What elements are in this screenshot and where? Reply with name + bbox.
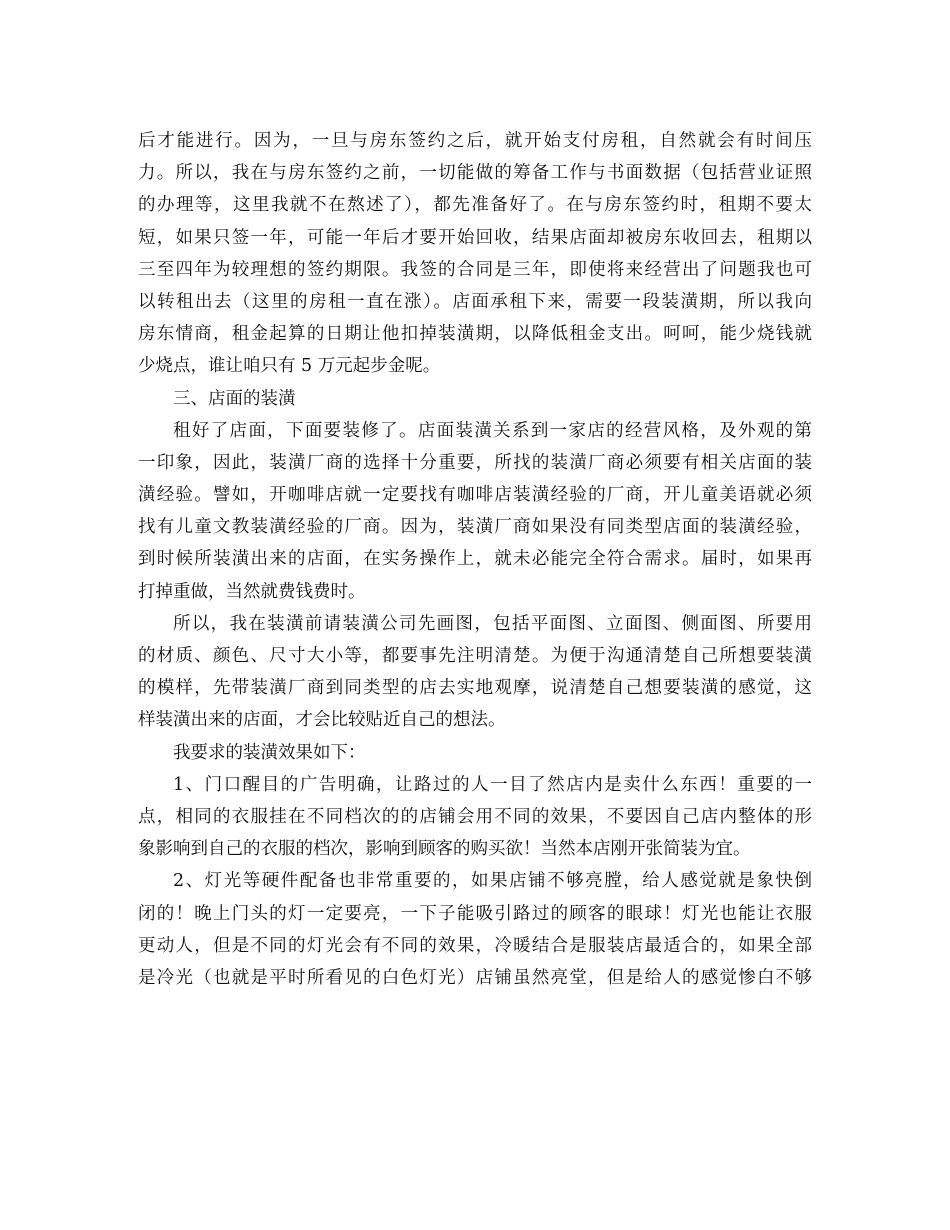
text-line: 少烧点，谁让咱只有 5 万元起步金呢。 [138,356,441,377]
text-line: 潢经验。譬如，开咖啡店就一定要找有咖啡店装潢经验的厂商，开儿童美语就必须 [138,485,812,506]
text-line: 找有儿童文教装潢经验的厂商。因为，装潢厂商如果没有同类型店面的装潢经验， [138,517,812,538]
document-body [138,125,812,994]
text-line: 闭的！晚上门头的灯一定要亮，一下子能吸引路过的顾客的眼球！灯光也能让衣服 [138,903,812,924]
text-line: 我要求的装潢效果如下： [173,742,366,763]
text-line: 所以，我在装潢前请装潢公司先画图，包括平面图、立面图、侧面图、所要用 [173,613,812,634]
text-line: 短，如果只签一年，可能一年后才要开始回收，结果店面却被房东收回去，租期以 [138,227,812,248]
text-line: 样装潢出来的店面，才会比较贴近自己的想法。 [138,710,506,731]
text-line: 到时候所装潢出来的店面，在实务操作上，就未必能完全符合需求。届时，如果再 [138,549,812,570]
text-line: 是冷光（也就是平时所看见的白色灯光）店铺虽然亮堂，但是给人的感觉惨白不够 [138,967,812,988]
text-line: 象影响到自己的衣服的档次，影响到顾客的购买欲！当然本店刚开张简装为宜。 [138,839,751,860]
text-line: 的材质、颜色、尺寸大小等，都要事先注明清楚。为便于沟通清楚自己所想要装潢 [138,646,812,666]
text-line: 点，相同的衣服挂在不同档次的的店铺会用不同的效果，不要因自己店内整体的形 [138,806,812,827]
text-line: 更动人，但是不同的灯光会有不同的效果，冷暖结合是服装店最适合的，如果全部 [138,935,812,956]
text-line: 三至四年为较理想的签约期限。我签的合同是三年，即使将来经营出了问题我也可 [138,259,812,280]
text-line: 1、门口醒目的广告明确，让路过的人一目了然店内是卖什么东西！重要的一 [173,774,812,795]
text-line: 2、灯光等硬件配备也非常重要的，如果店铺不够亮膛，给人感觉就是象快倒 [173,871,812,892]
text-line: 房东情商，租金起算的日期让他扣掉装潢期，以降低租金支出。呵呵，能少烧钱就 [138,324,812,345]
text-line: 的办理等，这里我就不在熬述了），都先准备好了。在与房东签约时，租期不要太 [138,195,812,216]
text-line: 后才能进行。因为，一旦与房东签约之后，就开始支付房租，自然就会有时间压 [138,131,812,151]
text-line: 力。所以，我在与房东签约之前，一切能做的筹备工作与书面数据（包括营业证照 [138,163,812,184]
text-line: 租好了店面，下面要装修了。店面装潢关系到一家店的经营风格，及外观的第 [173,420,812,441]
text-line: 的模样，先带装潢厂商到同类型的店去实地观摩，说清楚自己想要装潢的感觉，这 [138,678,812,699]
text-line: 打掉重做，当然就费钱费时。 [138,581,366,602]
text-line: 一印象，因此，装潢厂商的选择十分重要，所找的装潢厂商必须要有相关店面的装 [138,452,812,473]
text-line: 三、店面的装潢 [173,388,296,409]
text-line: 以转租出去（这里的房租一直在涨）。店面承租下来，需要一段装潢期，所以我向 [138,291,812,312]
